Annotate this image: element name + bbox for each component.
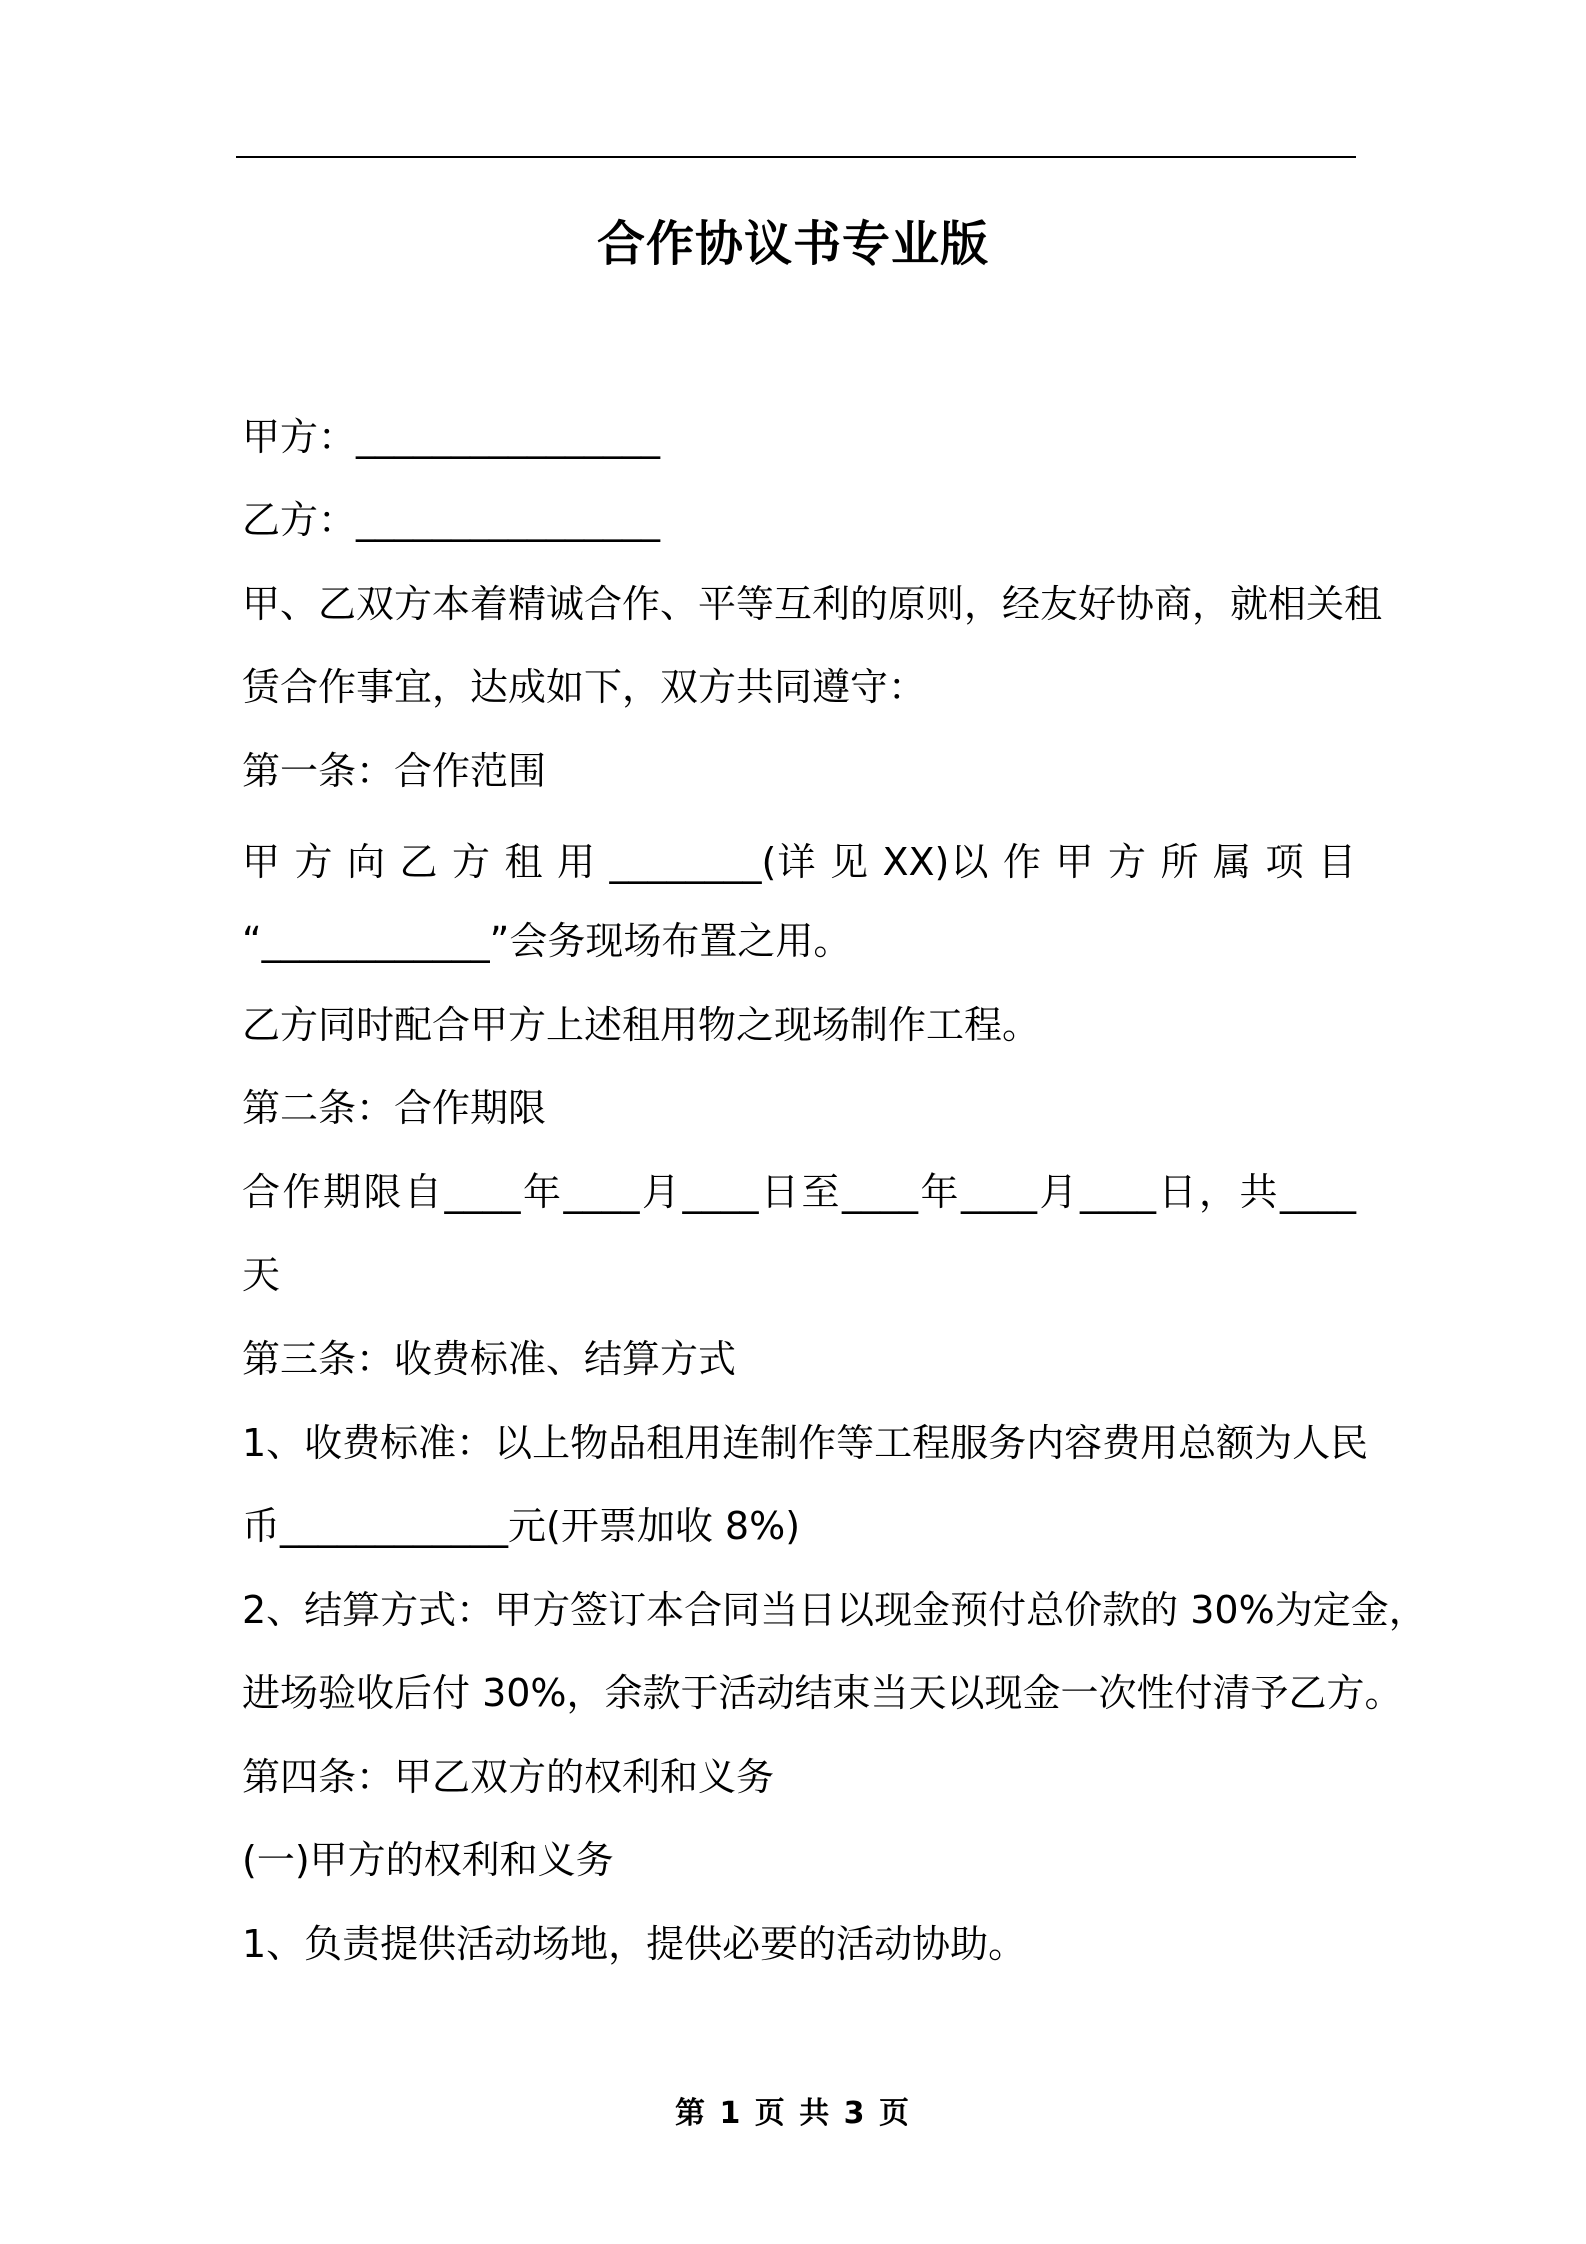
page-footer: 第 1 页 共 3 页 — [675, 2096, 911, 2131]
article-2-line-2: 天 — [242, 1253, 281, 1297]
preamble-line-1: 甲、乙双方本着精诚合作、平等互利的原则，经友好协商，就相关租 — [242, 582, 1383, 626]
header-rule — [236, 156, 1356, 158]
article-1-line-2: “____________”会务现场布置之用。 — [242, 919, 852, 963]
party-a-line: 甲方：________________ — [242, 415, 661, 459]
article-1-line-3: 乙方同时配合甲方上述租用物之现场制作工程。 — [242, 1003, 1041, 1047]
article-3-item-2-line-1: 2、结算方式：甲方签订本合同当日以现金预付总价款的 30%为定金， — [242, 1588, 1427, 1632]
article-3-item-2-line-2: 进场验收后付 30%，余款于活动结束当天以现金一次性付清予乙方。 — [242, 1671, 1403, 1715]
article-3-heading: 第三条：收费标准、结算方式 — [242, 1337, 737, 1381]
article-3-item-1-line-1: 1、收费标准：以上物品租用连制作等工程服务内容费用总额为人民 — [242, 1421, 1369, 1465]
preamble-line-2: 赁合作事宜，达成如下，双方共同遵守： — [242, 665, 927, 709]
document-title: 合作协议书专业版 — [596, 216, 989, 272]
article-3-item-1-line-2: 币____________元(开票加收 8%) — [242, 1504, 801, 1548]
article-2-line-1: 合作期限自____年____月____日至____年____月____日，共____ — [242, 1170, 1356, 1214]
article-1-heading: 第一条：合作范围 — [242, 749, 547, 793]
article-4-item-1: 1、负责提供活动场地，提供必要的活动协助。 — [242, 1922, 1027, 1966]
article-1-line-1: 甲 方 向 乙 方 租 用 ________(详 见 XX)以 作 甲 方 所 属 项 目 — [242, 840, 1356, 884]
article-4-heading: 第四条：甲乙双方的权利和义务 — [242, 1755, 775, 1799]
article-4-subheading-party-a: (一)甲方的权利和义务 — [242, 1838, 614, 1882]
article-2-heading: 第二条：合作期限 — [242, 1086, 547, 1130]
party-b-line: 乙方：________________ — [242, 498, 661, 542]
